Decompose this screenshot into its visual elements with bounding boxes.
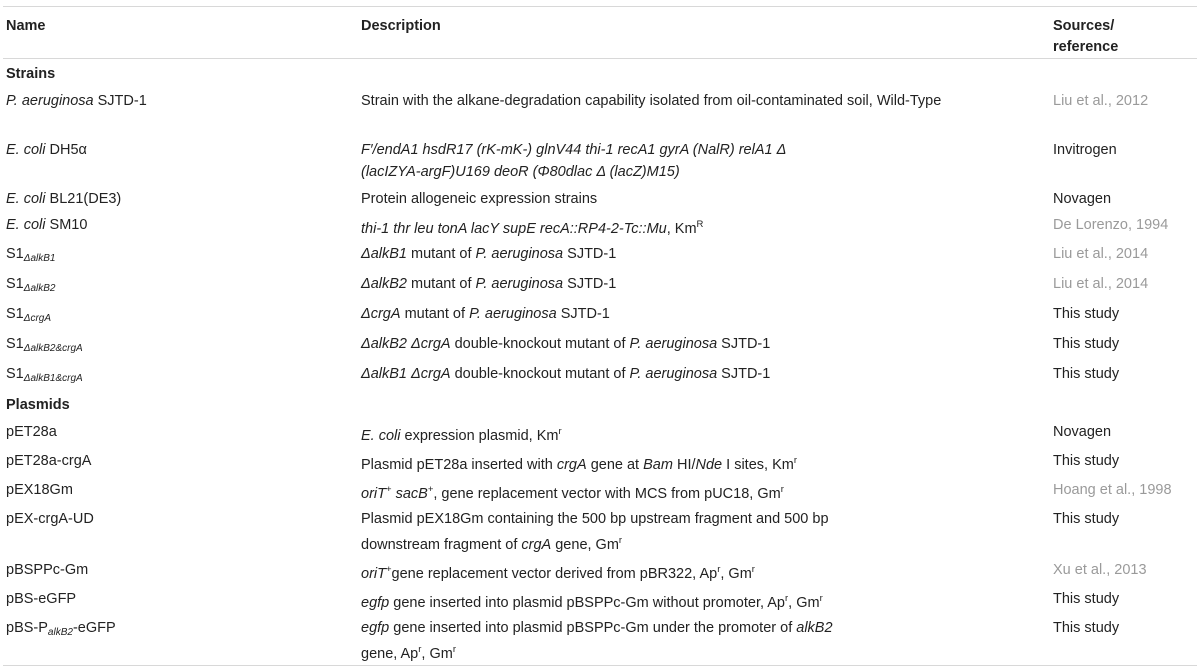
reference-text: This study bbox=[1053, 591, 1120, 607]
table-row bbox=[3, 447, 1197, 476]
reference-text: This study bbox=[1053, 336, 1120, 352]
plasmid-name: pET28a bbox=[6, 424, 57, 440]
strain-name: $S1_{\Delta alkB1\&crgA}$ bbox=[6, 366, 83, 384]
reference-link[interactable]: Liu et al., 2014 bbox=[1053, 276, 1149, 292]
plasmid-name: pEX-crgA-UD bbox=[6, 511, 94, 527]
strain-description: ΔalkB2 mutant of P. aeruginosa SJTD-1 bbox=[361, 276, 617, 292]
plasmid-description: egfp gene inserted into plasmid pBSPPc-Gm under the promoter of alkB2 gene, Ap$^r$, Gm$^r$ bbox=[361, 620, 833, 662]
header-description: Description bbox=[361, 18, 441, 34]
table-row bbox=[3, 185, 1197, 211]
table-row bbox=[3, 476, 1197, 505]
header-source: Sources/ reference bbox=[1053, 18, 1119, 55]
plasmid-description: Plasmid pET28a inserted with crgA gene at Bam HI/Nde I sites, Km$^r$ bbox=[361, 455, 797, 473]
strain-name: E. coli SM10 bbox=[6, 217, 88, 233]
header-row bbox=[3, 7, 1197, 59]
strain-description: ΔcrgA mutant of P. aeruginosa SJTD-1 bbox=[361, 306, 610, 322]
plasmid-name: pET28a-crgA bbox=[6, 453, 92, 469]
table-row bbox=[3, 418, 1197, 447]
plasmid-name: pBSPPc-Gm bbox=[6, 562, 89, 578]
strain-description: thi-1 thr leu tonA lacY supE recA::RP4-2-Tc::Mu, $Km^R$ bbox=[361, 219, 704, 237]
strains-plasmids-table bbox=[3, 6, 1197, 666]
plasmid-description: egfp gene inserted into plasmid pBSPPc-Gm without promoter, Ap$^r$, Gm$^r$ bbox=[361, 593, 823, 611]
reference-link[interactable]: De Lorenzo, 1994 bbox=[1053, 217, 1169, 233]
strain-name: E. coli BL21(DE3) bbox=[6, 191, 122, 207]
reference-text: This study bbox=[1053, 511, 1120, 527]
section-row-plasmids bbox=[3, 390, 1197, 418]
reference-link[interactable]: Liu et al., 2012 bbox=[1053, 93, 1149, 109]
reference-link[interactable]: Hoang et al., 1998 bbox=[1053, 482, 1172, 498]
table-row bbox=[3, 360, 1197, 390]
strain-name: $S1_{\Delta crgA}$ bbox=[6, 306, 52, 324]
reference-text: Invitrogen bbox=[1053, 142, 1117, 158]
table-row bbox=[3, 270, 1197, 300]
strain-description: Strain with the alkane-degradation capability isolated from oil-contaminated soil, Wild-Type bbox=[361, 93, 942, 109]
table-row bbox=[3, 211, 1197, 240]
reference-link[interactable]: Liu et al., 2014 bbox=[1053, 246, 1149, 262]
strain-description: ΔalkB1 ΔcrgA double-knockout mutant of P. aeruginosa SJTD-1 bbox=[361, 366, 771, 382]
section-title: Strains bbox=[6, 66, 56, 82]
section-title: Plasmids bbox=[6, 397, 70, 413]
table-row bbox=[3, 614, 1197, 666]
table-row bbox=[3, 556, 1197, 585]
section-row-strains bbox=[3, 59, 1197, 88]
strain-name: $S1_{\Delta alkB2\&crgA}$ bbox=[6, 336, 83, 354]
reference-text: Novagen bbox=[1053, 424, 1112, 440]
plasmid-name: pEX18Gm bbox=[6, 482, 73, 498]
reference-text: This study bbox=[1053, 306, 1120, 322]
table-row bbox=[3, 330, 1197, 360]
plasmid-description: E. coli expression plasmid, Km$^r$ bbox=[361, 426, 562, 444]
reference-text: This study bbox=[1053, 620, 1120, 636]
table-row bbox=[3, 505, 1197, 556]
table-row bbox=[3, 585, 1197, 614]
table-row bbox=[3, 240, 1197, 270]
plasmid-description: oriT+ sacB+, gene replacement vector with MCS from pUC18, Gm$^r$ bbox=[361, 484, 784, 502]
strain-description: Protein allogeneic expression strains bbox=[361, 191, 598, 207]
header-name: Name bbox=[6, 18, 46, 34]
strain-name: P. aeruginosa SJTD-1 bbox=[6, 93, 147, 109]
plasmid-name: pBS-$P_{alkB2}$-eGFP bbox=[6, 620, 116, 638]
strain-description: F′/endA1 hsdR17 (rK-mK-) glnV44 thi-1 recA1 gyrA (NalR) relA1 Δ (lacIZYA-argF)U169 deoR (Φ80dlac Δ (lacZ)M15) bbox=[361, 142, 787, 180]
reference-text: This study bbox=[1053, 453, 1120, 469]
strain-name: $S1_{\Delta alkB1}$ bbox=[6, 246, 56, 264]
plasmid-description: Plasmid pEX18Gm containing the 500 bp upstream fragment and 500 bp downstream fragment of crgA gene, Gm$^r$ bbox=[361, 511, 829, 553]
table-row bbox=[3, 300, 1197, 330]
table-row bbox=[3, 87, 1197, 136]
strain-name: E. coli DH5α bbox=[6, 142, 87, 158]
table-row bbox=[3, 136, 1197, 185]
reference-link[interactable]: Xu et al., 2013 bbox=[1053, 562, 1147, 578]
strain-description: ΔalkB1 mutant of P. aeruginosa SJTD-1 bbox=[361, 246, 617, 262]
strain-name: $S1_{\Delta alkB2}$ bbox=[6, 276, 56, 294]
reference-text: Novagen bbox=[1053, 191, 1112, 207]
reference-text: This study bbox=[1053, 366, 1120, 382]
plasmid-name: pBS-eGFP bbox=[6, 591, 77, 607]
plasmid-description: oriT+gene replacement vector derived from pBR322, Ap$^r$, Gm$^r$ bbox=[361, 564, 755, 582]
strain-description: ΔalkB2 ΔcrgA double-knockout mutant of P. aeruginosa SJTD-1 bbox=[361, 336, 771, 352]
